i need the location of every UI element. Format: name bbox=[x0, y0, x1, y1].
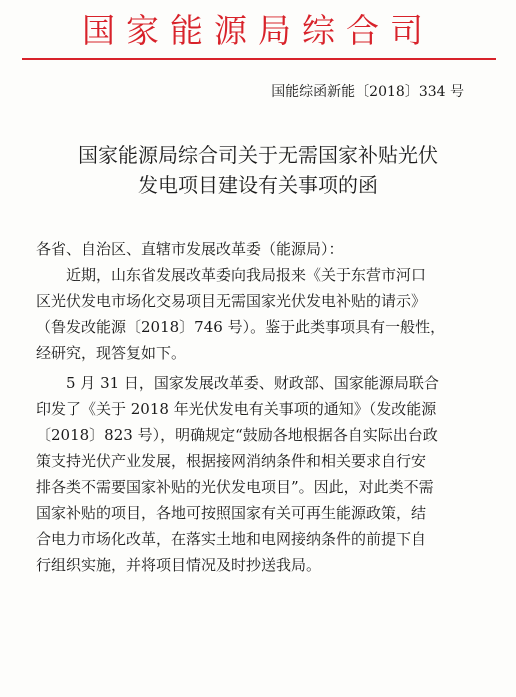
paragraph-line: （鲁发改能源〔2018〕746 号）。鉴于此类事项具有一般性， bbox=[36, 318, 446, 336]
paragraph-line: 〔2018〕823 号），明确规定“鼓励各地根据各自实际出台政 bbox=[36, 426, 438, 444]
salutation: 各省、自治区、直辖市发展改革委（能源局）： bbox=[36, 240, 344, 258]
paragraph-line: 区光伏发电市场化交易项目无需国家光伏发电补贴的请示》 bbox=[36, 292, 427, 310]
document-title bbox=[30, 140, 486, 200]
paragraph-line: 5 月 31 日，国家发展改革委、财政部、国家能源局联合 bbox=[66, 374, 439, 392]
document-number: 国能综函新能〔2018〕334 号 bbox=[271, 84, 464, 100]
letterhead-red-rule bbox=[22, 58, 496, 60]
title-line: 国家能源局综合司关于无需国家补贴光伏 bbox=[78, 143, 438, 167]
paragraph-1 bbox=[36, 262, 488, 366]
letterhead-title: 国家能源局综合司 bbox=[82, 11, 434, 50]
paragraph-line: 国家补贴的项目，各地可按照国家有关可再生能源政策，结 bbox=[36, 504, 427, 522]
paragraph-line: 经研究，现答复如下。 bbox=[36, 344, 187, 362]
paragraph-line: 排各类不需要国家补贴的光伏发电项目”。因此，对此类不需 bbox=[36, 478, 434, 496]
paragraph-2 bbox=[36, 370, 488, 578]
paragraph-line: 行组织实施，并将项目情况及时抄送我局。 bbox=[36, 556, 322, 574]
paragraph-line: 合电力市场化改革，在落实土地和电网接纳条件的前提下自 bbox=[36, 530, 427, 548]
paragraph-line: 印发了《关于 2018 年光伏发电有关事项的通知》（发改能源 bbox=[36, 400, 437, 418]
paragraph-line: 近期，山东省发展改革委向我局报来《关于东营市河口 bbox=[66, 266, 427, 284]
title-line: 发电项目建设有关事项的函 bbox=[138, 173, 378, 197]
document-body bbox=[36, 236, 488, 578]
paragraph-line: 策支持光伏产业发展，根据接网消纳条件和相关要求自行安 bbox=[36, 452, 427, 470]
